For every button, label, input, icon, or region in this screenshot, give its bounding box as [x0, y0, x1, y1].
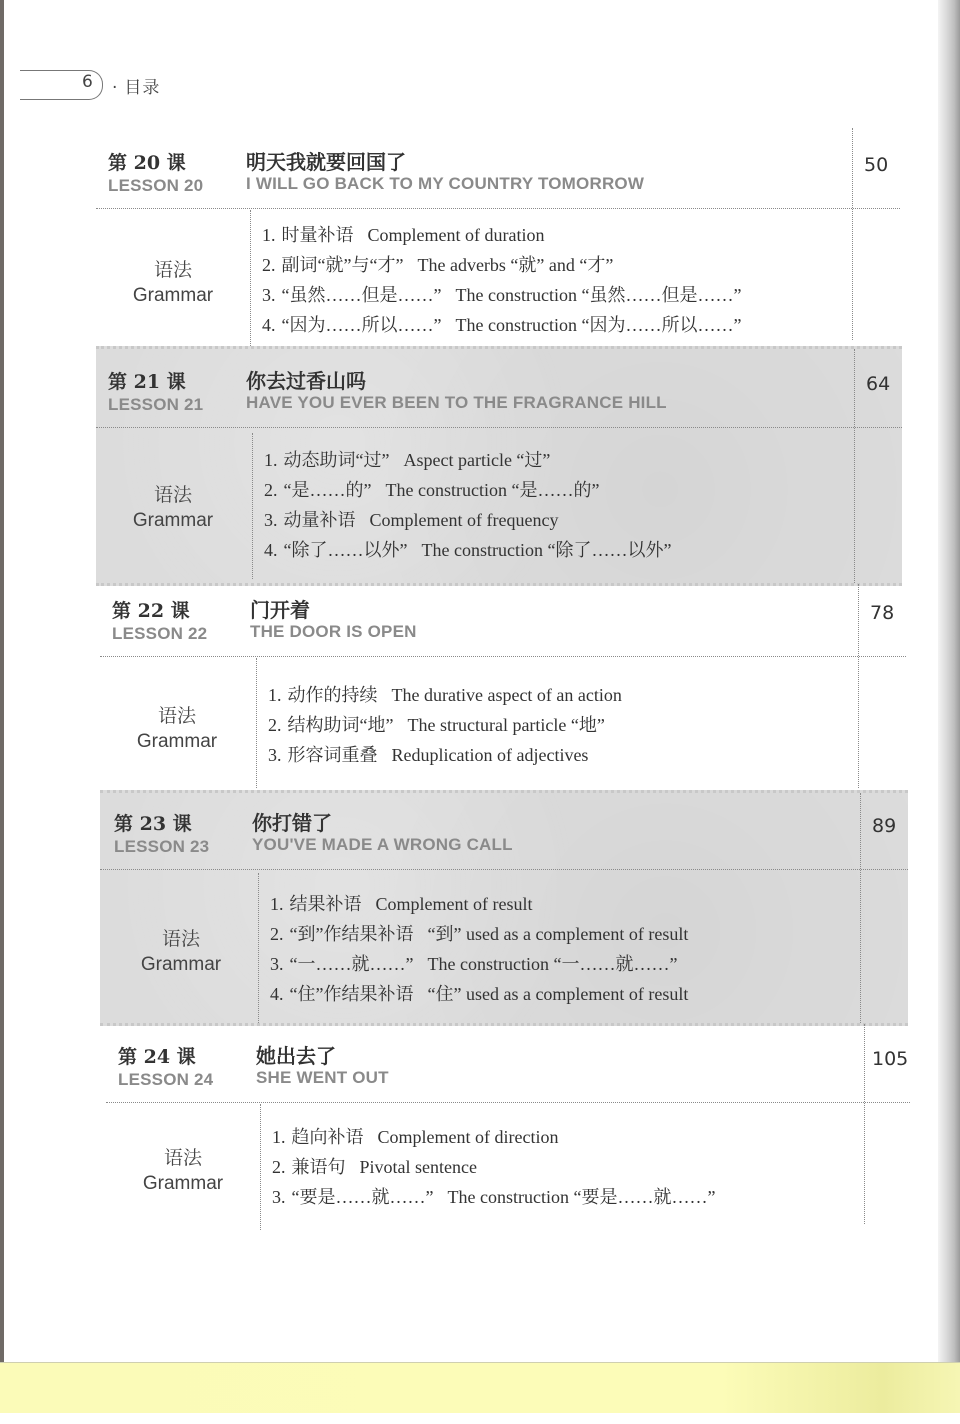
page-column-divider — [858, 584, 859, 788]
page-column-divider — [860, 793, 861, 1023]
grammar-item: 2. “是……的” The construction “是……的” — [264, 480, 600, 500]
grammar-item: 3. 动量补语 Complement of frequency — [264, 510, 559, 530]
grammar-item: 2. 兼语句 Pivotal sentence — [272, 1157, 477, 1177]
grammar-label — [106, 1146, 260, 1196]
lesson-entry-24[interactable] — [106, 1030, 910, 1230]
lesson-number-en: LESSON 24 — [118, 1070, 214, 1089]
grammar-item: 3. 形容词重叠 Reduplication of adjectives — [268, 745, 589, 765]
grammar-label-en: Grammar — [140, 954, 222, 975]
grammar-list — [264, 445, 671, 565]
page-reference[interactable]: 78 — [870, 602, 895, 624]
grammar-item: 3. “一……就……” The construction “一……就……” — [270, 954, 678, 974]
grammar-label — [96, 483, 250, 533]
lesson-number-en: LESSON 22 — [112, 624, 208, 643]
lesson-title-cn: 你打错了 — [252, 811, 332, 835]
page-column-divider — [854, 349, 855, 583]
lesson-title-cn: 你去过香山吗 — [246, 369, 366, 393]
grammar-column-divider — [250, 210, 251, 346]
grammar-item: 3. “要是……就……” The construction “要是……就……” — [272, 1187, 716, 1207]
grammar-label-en: Grammar — [132, 285, 214, 306]
lesson-number-cn: 第 24 课 — [118, 1046, 196, 1068]
lesson-title-row — [100, 584, 906, 657]
grammar-item: 4. “因为……所以……” The construction “因为……所以……” — [262, 315, 742, 335]
grammar-label-en: Grammar — [142, 1173, 224, 1194]
separator-dot: · — [112, 78, 119, 98]
page-left-edge — [0, 0, 4, 1362]
grammar-column-divider — [252, 433, 253, 579]
grammar-label-cn: 语法 — [153, 485, 192, 506]
section-title-text: 目录 — [124, 78, 161, 98]
page-reference[interactable]: 89 — [872, 815, 897, 837]
grammar-list — [270, 889, 688, 1009]
lesson-title-row — [100, 797, 908, 870]
lesson-title-cn: 门开着 — [250, 598, 310, 622]
lesson-title-cn: 她出去了 — [256, 1044, 336, 1068]
grammar-column-divider — [256, 658, 257, 788]
page-binding-shadow — [938, 0, 960, 1362]
lesson-number-cn: 第 22 课 — [112, 600, 190, 622]
lesson-title-en: THE DOOR IS OPEN — [250, 622, 417, 641]
page-number: 6 — [82, 72, 93, 92]
lesson-title-en: SHE WENT OUT — [256, 1068, 389, 1087]
grammar-label-en: Grammar — [136, 731, 218, 752]
lesson-title-en: HAVE YOU EVER BEEN TO THE FRAGRANCE HILL — [246, 393, 667, 412]
page-column-divider — [852, 128, 853, 340]
background-surface — [0, 1362, 960, 1413]
grammar-item: 3. “虽然……但是……” The construction “虽然……但是……” — [262, 285, 742, 305]
grammar-item: 1. 动态助词“过” Aspect particle “过” — [264, 450, 551, 470]
grammar-item: 1. 时量补语 Complement of duration — [262, 225, 545, 245]
grammar-item: 4. “除了……以外” The construction “除了……以外” — [264, 540, 672, 560]
grammar-item: 4. “住”作结果补语 “住” used as a complement of result — [270, 984, 689, 1004]
lesson-number-en: LESSON 20 — [108, 176, 204, 195]
lesson-number-en: LESSON 21 — [108, 395, 204, 414]
lesson-title-row — [96, 136, 900, 209]
lesson-title-en: YOU'VE MADE A WRONG CALL — [252, 835, 513, 854]
page-reference[interactable]: 105 — [872, 1048, 909, 1070]
lesson-entry-23[interactable] — [100, 790, 908, 1026]
lesson-title-en: I WILL GO BACK TO MY COUNTRY TOMORROW — [246, 174, 645, 193]
page-header — [20, 70, 320, 100]
grammar-label-cn: 语法 — [163, 1148, 202, 1169]
grammar-label-en: Grammar — [132, 510, 214, 531]
grammar-label-cn: 语法 — [161, 929, 200, 950]
page-column-divider — [864, 1024, 865, 1224]
lesson-number-cn: 第 20 课 — [108, 152, 186, 174]
grammar-item: 2. 副词“就”与“才” The adverbs “就” and “才” — [262, 255, 614, 275]
lesson-number-cn: 第 23 课 — [114, 813, 192, 835]
grammar-label — [100, 704, 254, 754]
grammar-column-divider — [258, 873, 259, 1023]
lesson-entry-22[interactable] — [100, 584, 906, 788]
grammar-list — [272, 1122, 715, 1212]
lesson-entry-21[interactable] — [96, 346, 902, 586]
grammar-item: 1. 趋向补语 Complement of direction — [272, 1127, 559, 1147]
lesson-title-cn: 明天我就要回国了 — [246, 150, 406, 174]
grammar-item: 1. 动作的持续 The durative aspect of an action — [268, 685, 622, 705]
lesson-number-en: LESSON 23 — [114, 837, 210, 856]
grammar-item: 2. “到”作结果补语 “到” used as a complement of result — [270, 924, 689, 944]
section-title — [112, 73, 160, 98]
lesson-title-row — [96, 355, 902, 428]
grammar-list — [268, 680, 622, 770]
lesson-entry-20[interactable] — [96, 136, 900, 346]
lesson-title-row — [106, 1030, 910, 1103]
grammar-item: 1. 结果补语 Complement of result — [270, 894, 533, 914]
grammar-label-cn: 语法 — [153, 260, 192, 281]
grammar-column-divider — [260, 1104, 261, 1230]
grammar-label — [104, 927, 258, 977]
grammar-item: 2. 结构助词“地” The structural particle “地” — [268, 715, 605, 735]
lesson-number-cn: 第 21 课 — [108, 371, 186, 393]
page-reference[interactable]: 50 — [864, 154, 889, 176]
grammar-list — [262, 220, 741, 340]
grammar-label — [96, 258, 250, 308]
page-reference[interactable]: 64 — [866, 373, 891, 395]
grammar-label-cn: 语法 — [157, 706, 196, 727]
